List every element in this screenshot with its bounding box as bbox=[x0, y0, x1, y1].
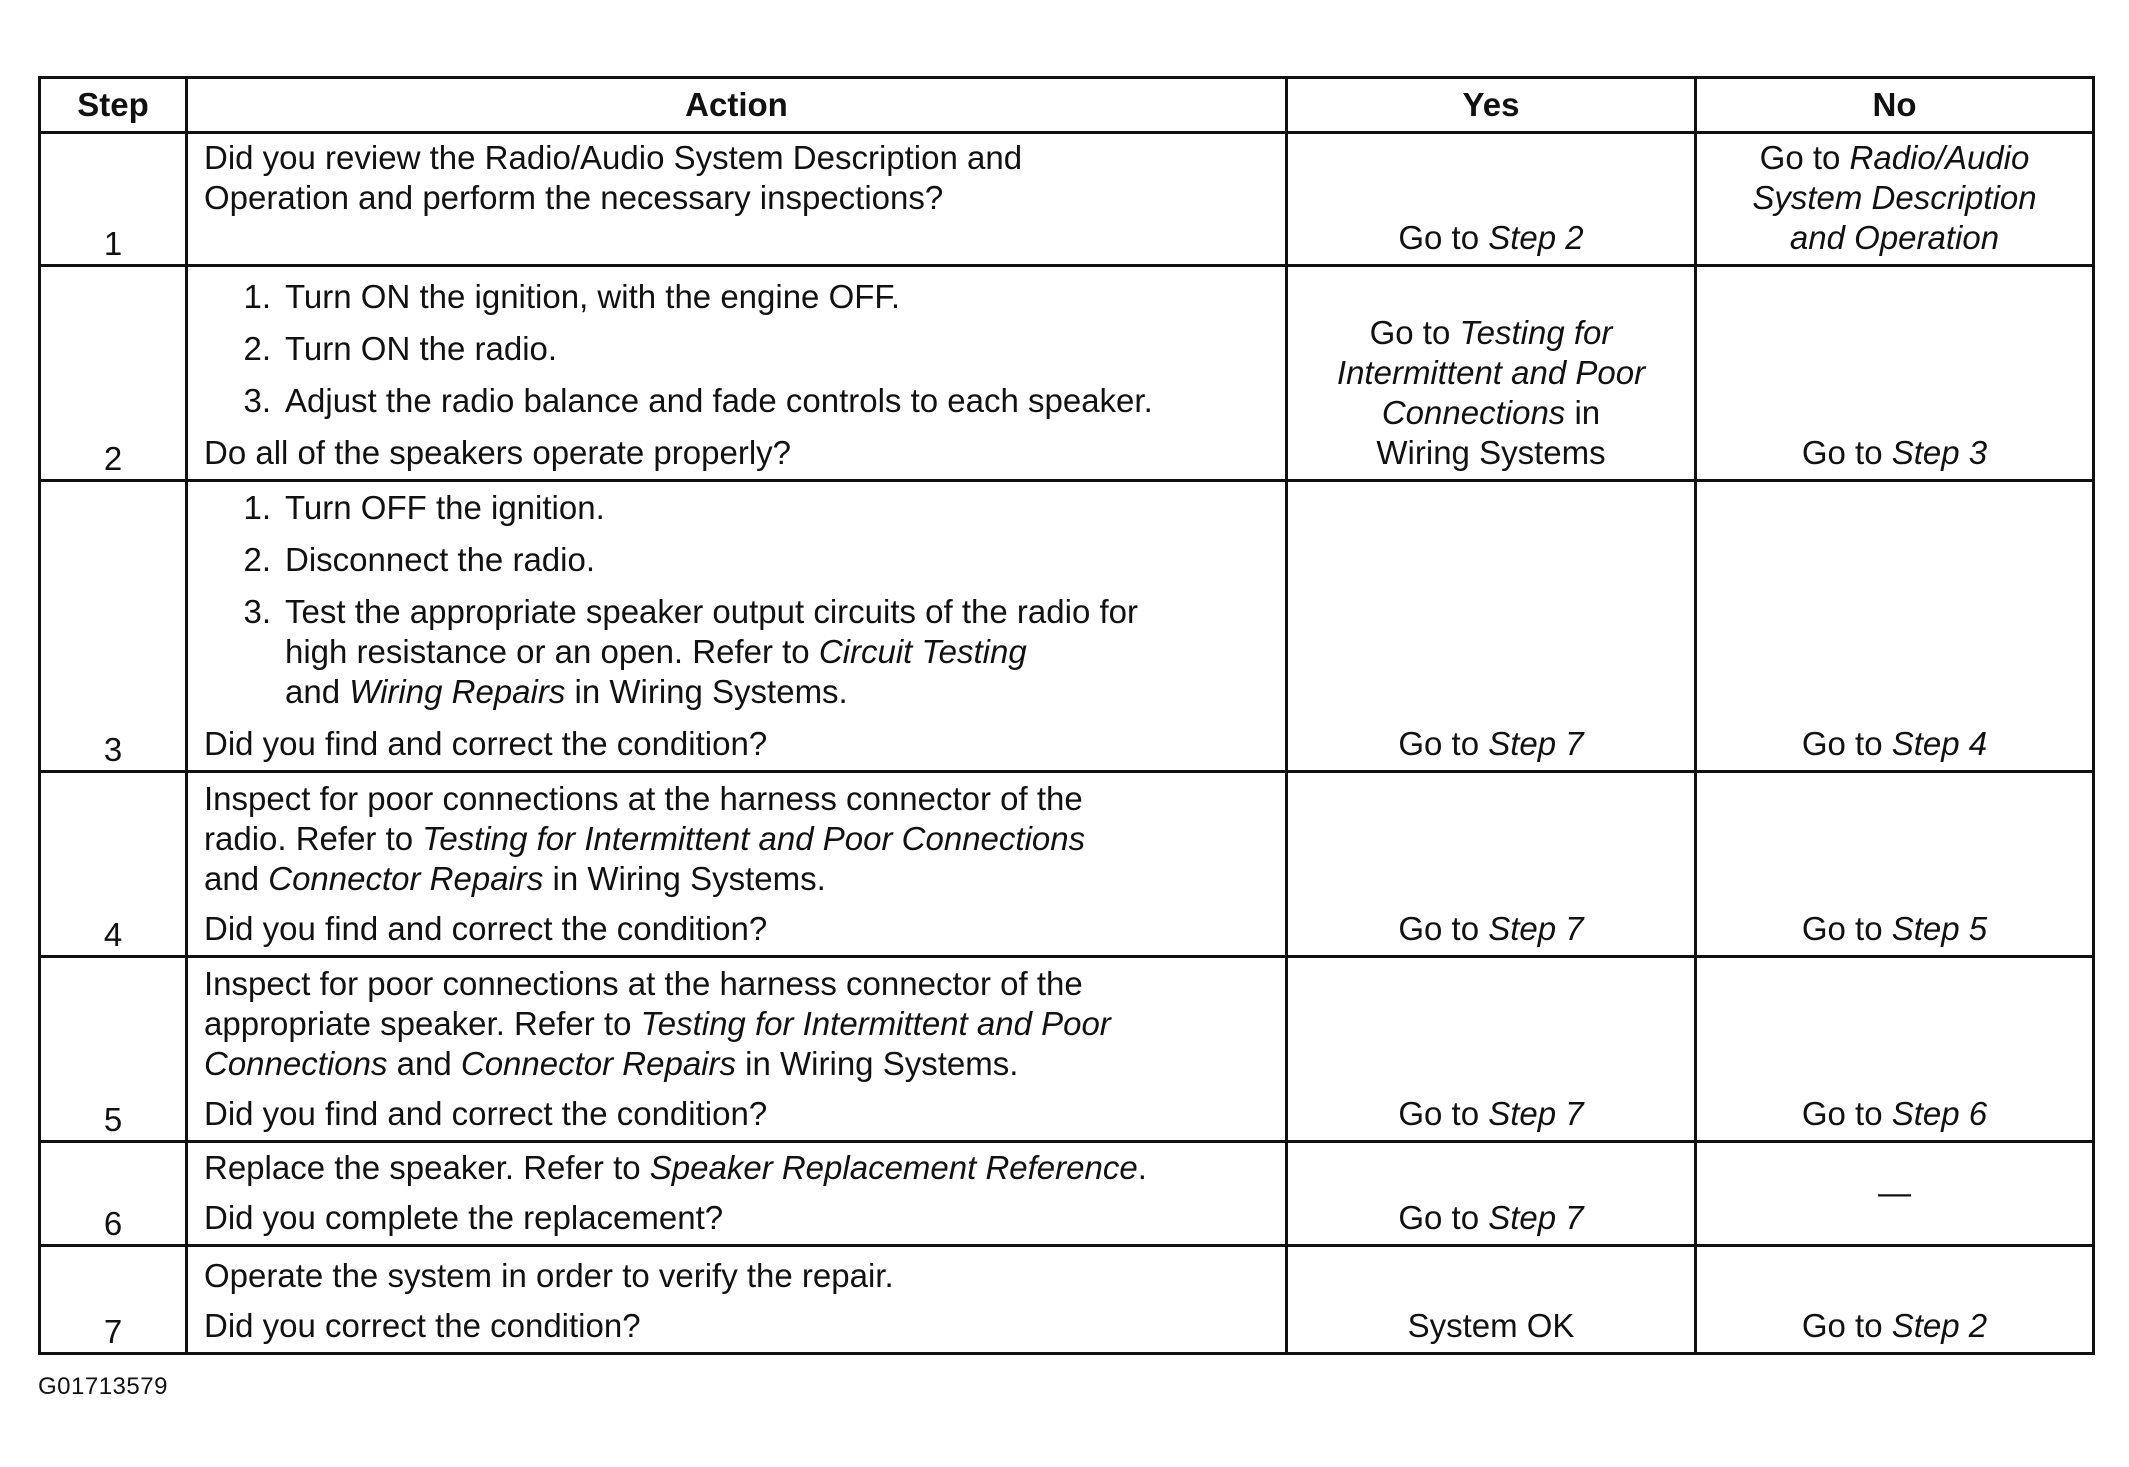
table-row-step-5 bbox=[40, 957, 2094, 1142]
step-link[interactable]: Step 2 bbox=[1488, 219, 1584, 256]
reference-link[interactable]: Connector Repairs bbox=[268, 860, 544, 897]
item-number: 2. bbox=[243, 330, 271, 367]
list-item bbox=[204, 592, 1271, 712]
question-text: Did you correct the condition? bbox=[204, 1307, 641, 1344]
reference-link[interactable]: Testing for Intermittent and Poor Connections bbox=[422, 820, 1086, 857]
item-text: Adjust the radio balance and fade controls to each speaker. bbox=[285, 382, 1153, 419]
yes-text: Go to bbox=[1398, 725, 1489, 762]
action-cell bbox=[187, 481, 1287, 772]
action-cell bbox=[187, 1142, 1287, 1246]
header-no: No bbox=[1696, 78, 2094, 133]
action-line: radio. Refer to Testing for Intermittent and Poor Connections bbox=[204, 820, 1086, 857]
list-item bbox=[204, 540, 1271, 580]
question-text: Did you find and correct the condition? bbox=[204, 910, 768, 947]
yes-cell bbox=[1287, 957, 1696, 1142]
action-cell bbox=[187, 772, 1287, 957]
step-link[interactable]: Step 3 bbox=[1891, 434, 1988, 471]
action-line: Connections and Connector Repairs in Wiring Systems. bbox=[204, 1045, 1019, 1082]
reference-link[interactable]: Connections bbox=[204, 1045, 388, 1082]
step-link[interactable]: Step 7 bbox=[1488, 1199, 1584, 1236]
table-row-step-1 bbox=[40, 133, 2094, 266]
item-number: 1. bbox=[243, 489, 271, 526]
action-line: Did you review the Radio/Audio System Description and bbox=[204, 139, 1023, 176]
step-number: 3 bbox=[40, 481, 187, 772]
list-item bbox=[204, 329, 1271, 369]
list-item bbox=[204, 381, 1271, 421]
step-link[interactable]: Step 4 bbox=[1891, 725, 1988, 762]
reference-link[interactable]: Speaker Replacement Reference bbox=[649, 1149, 1138, 1186]
item-number: 1. bbox=[243, 278, 271, 315]
table-row-step-3 bbox=[40, 481, 2094, 772]
no-text: Go to bbox=[1801, 1307, 1892, 1344]
no-cell bbox=[1696, 772, 2094, 957]
yes-cell bbox=[1287, 1142, 1696, 1246]
action-line: Replace the speaker. Refer to Speaker Replacement Reference. bbox=[204, 1149, 1147, 1186]
reference-link[interactable]: Connections bbox=[1381, 394, 1566, 431]
reference-link[interactable]: and Operation bbox=[1789, 219, 2000, 256]
yes-text: Go to bbox=[1369, 314, 1460, 351]
step-link[interactable]: Step 5 bbox=[1891, 910, 1988, 947]
reference-link[interactable]: Wiring Repairs bbox=[349, 673, 566, 710]
item-number: 3. bbox=[243, 382, 271, 419]
action-cell bbox=[187, 1246, 1287, 1354]
table-row-step-4 bbox=[40, 772, 2094, 957]
reference-link[interactable]: System Description bbox=[1752, 179, 2037, 216]
no-cell bbox=[1696, 266, 2094, 481]
question-text: Did you find and correct the condition? bbox=[204, 1095, 768, 1132]
step-number: 2 bbox=[40, 266, 187, 481]
yes-text: Wiring Systems bbox=[1376, 434, 1606, 471]
table-row-step-2 bbox=[40, 266, 2094, 481]
yes-text: Go to bbox=[1398, 910, 1489, 947]
yes-text: System OK bbox=[1407, 1307, 1575, 1344]
yes-cell bbox=[1287, 1246, 1696, 1354]
reference-link[interactable]: Connector Repairs bbox=[460, 1045, 736, 1082]
action-line: Inspect for poor connections at the harness connector of the bbox=[204, 780, 1083, 817]
list-item bbox=[204, 277, 1271, 317]
step-link[interactable]: Step 7 bbox=[1488, 910, 1584, 947]
step-number: 5 bbox=[40, 957, 187, 1142]
no-text: Go to bbox=[1801, 910, 1892, 947]
action-cell bbox=[187, 133, 1287, 266]
step-number: 1 bbox=[40, 133, 187, 266]
yes-text: Go to bbox=[1398, 1199, 1489, 1236]
yes-text: Go to bbox=[1398, 1095, 1489, 1132]
action-cell bbox=[187, 266, 1287, 481]
action-line: Inspect for poor connections at the harness connector of the bbox=[204, 965, 1083, 1002]
question-text: Do all of the speakers operate properly? bbox=[204, 434, 792, 471]
figure-id: G01713579 bbox=[38, 1373, 168, 1400]
list-item bbox=[204, 488, 1271, 528]
reference-link[interactable]: Testing for bbox=[1459, 314, 1613, 351]
item-text: Turn OFF the ignition. bbox=[285, 489, 605, 526]
no-text: Go to bbox=[1759, 139, 1850, 176]
item-number: 3. bbox=[243, 593, 271, 630]
reference-link[interactable]: Radio/Audio bbox=[1849, 139, 2030, 176]
step-number: 4 bbox=[40, 772, 187, 957]
yes-cell bbox=[1287, 133, 1696, 266]
table-row-step-6 bbox=[40, 1142, 2094, 1246]
header-action: Action bbox=[187, 78, 1287, 133]
yes-text: Go to bbox=[1398, 219, 1489, 256]
no-cell bbox=[1696, 481, 2094, 772]
no-cell bbox=[1696, 1142, 2094, 1246]
item-text: Test the appropriate speaker output circuits of the radio for high resistance or an open. Refer to Circuit Testing and Wiring Repairs in Wiring Systems. bbox=[285, 593, 1138, 710]
dash-text: — bbox=[1878, 1173, 1911, 1211]
yes-cell bbox=[1287, 481, 1696, 772]
table-row-step-7 bbox=[40, 1246, 2094, 1354]
yes-cell bbox=[1287, 266, 1696, 481]
reference-link[interactable]: Intermittent and Poor bbox=[1336, 354, 1646, 391]
no-text: Go to bbox=[1801, 1095, 1892, 1132]
action-line: Operation and perform the necessary inspections? bbox=[204, 179, 944, 216]
yes-text: in bbox=[1565, 394, 1601, 431]
diagnostic-table bbox=[38, 76, 2095, 1355]
yes-cell bbox=[1287, 772, 1696, 957]
action-cell bbox=[187, 957, 1287, 1142]
no-cell bbox=[1696, 133, 2094, 266]
action-line: Operate the system in order to verify the repair. bbox=[204, 1257, 894, 1294]
step-number: 6 bbox=[40, 1142, 187, 1246]
table-header-row bbox=[40, 78, 2094, 133]
action-line: and Connector Repairs in Wiring Systems. bbox=[204, 860, 826, 897]
no-text: Go to bbox=[1801, 434, 1892, 471]
action-line: appropriate speaker. Refer to Testing for Intermittent and Poor bbox=[204, 1005, 1111, 1042]
no-cell bbox=[1696, 1246, 2094, 1354]
step-link[interactable]: Step 7 bbox=[1488, 725, 1584, 762]
reference-link[interactable]: Circuit Testing bbox=[818, 633, 1027, 670]
question-text: Did you complete the replacement? bbox=[204, 1199, 724, 1236]
no-cell bbox=[1696, 957, 2094, 1142]
item-text: Turn ON the radio. bbox=[285, 330, 558, 367]
item-number: 2. bbox=[243, 541, 271, 578]
step-link[interactable]: Step 2 bbox=[1891, 1307, 1988, 1344]
item-text: Disconnect the radio. bbox=[285, 541, 596, 578]
header-step: Step bbox=[40, 78, 187, 133]
item-text: Turn ON the ignition, with the engine OFF. bbox=[285, 278, 901, 315]
question-text: Did you find and correct the condition? bbox=[204, 725, 768, 762]
step-link[interactable]: Step 7 bbox=[1488, 1095, 1584, 1132]
reference-link[interactable]: Testing for Intermittent and Poor bbox=[640, 1005, 1111, 1042]
step-number: 7 bbox=[40, 1246, 187, 1354]
step-link[interactable]: Step 6 bbox=[1891, 1095, 1988, 1132]
no-text: Go to bbox=[1801, 725, 1892, 762]
header-yes: Yes bbox=[1287, 78, 1696, 133]
